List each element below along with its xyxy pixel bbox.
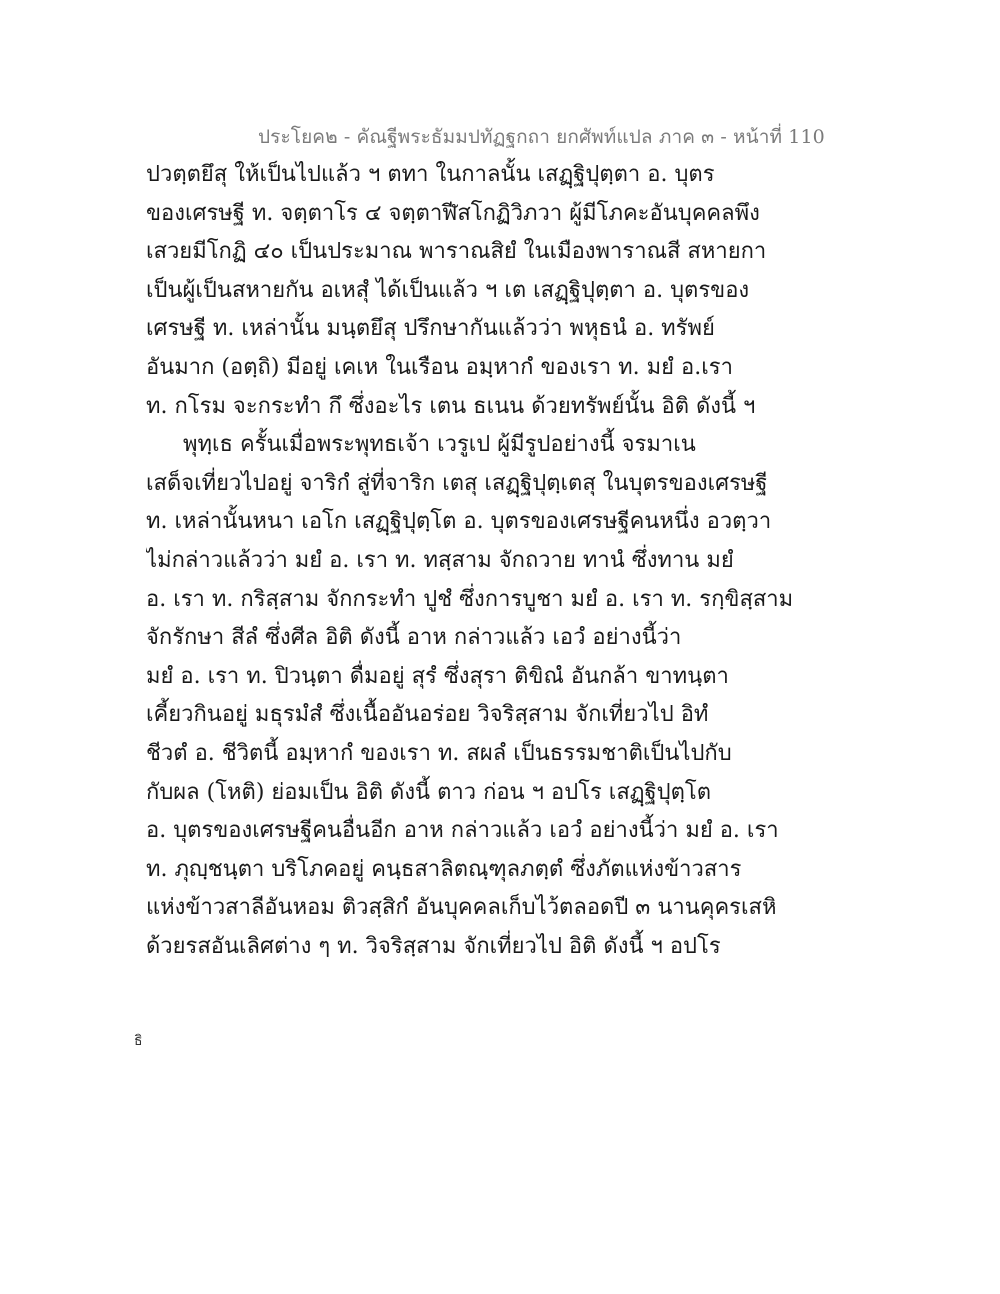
text-line: เคี้ยวกินอยู่ มธุรมํสํ ซึ่งเนื้ออันอร่อย วิจริสฺสาม จักเที่ยวไป อิทํ	[146, 702, 709, 728]
text-line: มยํ อ. เรา ท. ปิวนฺตา ดื่มอยู่ สุรํ ซึ่งสุรา ติขิณํ อันกล้า ขาทนฺตา	[146, 663, 729, 689]
text-line: ของเศรษฐี ท. จตฺตาโร ๔ จตฺตาฬีสโกฏิวิภวา ผู้มีโภคะอันบุคคลพึง	[146, 200, 760, 226]
text-line: ท. ภุญฺชนฺตา บริโภคอยู่ คนฺธสาลิตณฺฑุลภตฺตํ ซึ่งภัตแห่งข้าวสาร	[146, 856, 742, 882]
text-line: ชีวตํ อ. ชีวิตนี้ อมฺหากํ ของเรา ท. สผลํ เป็นธรรมชาติเป็นไปกับ	[146, 740, 732, 766]
text-line: อ. บุตรของเศรษฐีคนอื่นอีก อาห กล่าวแล้ว เอวํ อย่างนี้ว่า มยํ อ. เรา	[146, 818, 779, 844]
body-text	[146, 156, 846, 966]
text-line: อ. เรา ท. กริสฺสาม จักกระทำ ปูชํ ซึ่งการบูชา มยํ อ. เรา ท. รกฺขิสฺสาม	[146, 586, 794, 612]
text-line: แห่งข้าวสาลีอันหอม ติวสฺสิกํ อันบุคคลเก็บไว้ตลอดปี ๓ นานคุครเสหิ	[146, 895, 777, 921]
text-line: เศรษฐี ท. เหล่านั้น มนฺตยึสุ ปรึกษากันแล้วว่า พหุธนํ อ. ทรัพย์	[146, 316, 715, 342]
text-line: ไม่กล่าวแล้วว่า มยํ อ. เรา ท. ทสฺสาม จักถวาย ทานํ ซึ่งทาน มยํ	[146, 547, 734, 573]
footer-mark: ธิ	[134, 1033, 143, 1049]
text-line: ท. เหล่านั้นหนา เอโก เสฏฺฐิปุตฺโต อ. บุตรของเศรษฐีคนหนึ่ง อวตฺวา	[146, 509, 772, 535]
text-line: ด้วยรสอันเลิศต่าง ๆ ท. วิจริสฺสาม จักเที่ยวไป อิติ ดังนี้ ฯ อปโร	[146, 933, 721, 959]
running-header: ประโยค๒ - คัณฐีพระธัมมปทัฏฐกถา ยกศัพท์แปล ภาค ๓ - หน้าที่ 110	[258, 126, 825, 148]
text-line: จักรักษา สีลํ ซึ่งศีล อิติ ดังนี้ อาห กล่าวแล้ว เอวํ อย่างนี้ว่า	[146, 625, 682, 651]
text-line: เสวยมีโกฏิ ๔๐ เป็นประมาณ พาราณสิยํ ในเมืองพาราณสี สหายกา	[146, 239, 767, 265]
text-line: เป็นผู้เป็นสหายกัน อเหสุํ ได้เป็นแล้ว ฯ เต เสฏฺฐิปุตฺตา อ. บุตรของ	[146, 277, 750, 303]
paragraph-start-line: พุทฺเธ ครั้นเมื่อพระพุทธเจ้า เวรูเป ผู้มีรูปอย่างนี้ จรมาเน	[183, 432, 696, 458]
text-line: ปวตฺตยึสุ ให้เป็นไปแล้ว ฯ ตทา ในกาลนั้น เสฏฺฐิปุตฺตา อ. บุตร	[146, 162, 715, 187]
text-line: อันมาก (อตฺถิ) มีอยู่ เคเห ในเรือน อมฺหากํ ของเรา ท. มยํ อ.เรา	[146, 354, 733, 380]
text-line: กับผล (โหติ) ย่อมเป็น อิติ ดังนี้ ตาว ก่อน ฯ อปโร เสฏฺฐิปุตฺโต	[146, 779, 712, 805]
text-line: ท. กโรม จะกระทำ กึ ซึ่งอะไร เตน ธเนน ด้วยทรัพย์นั้น อิติ ดังนี้ ฯ	[146, 393, 756, 419]
text-line: เสด็จเที่ยวไปอยู่ จาริกํ สู่ที่จาริก เตสุ เสฏฺฐิปุตฺเตสุ ในบุตรของเศรษฐี	[146, 470, 768, 496]
